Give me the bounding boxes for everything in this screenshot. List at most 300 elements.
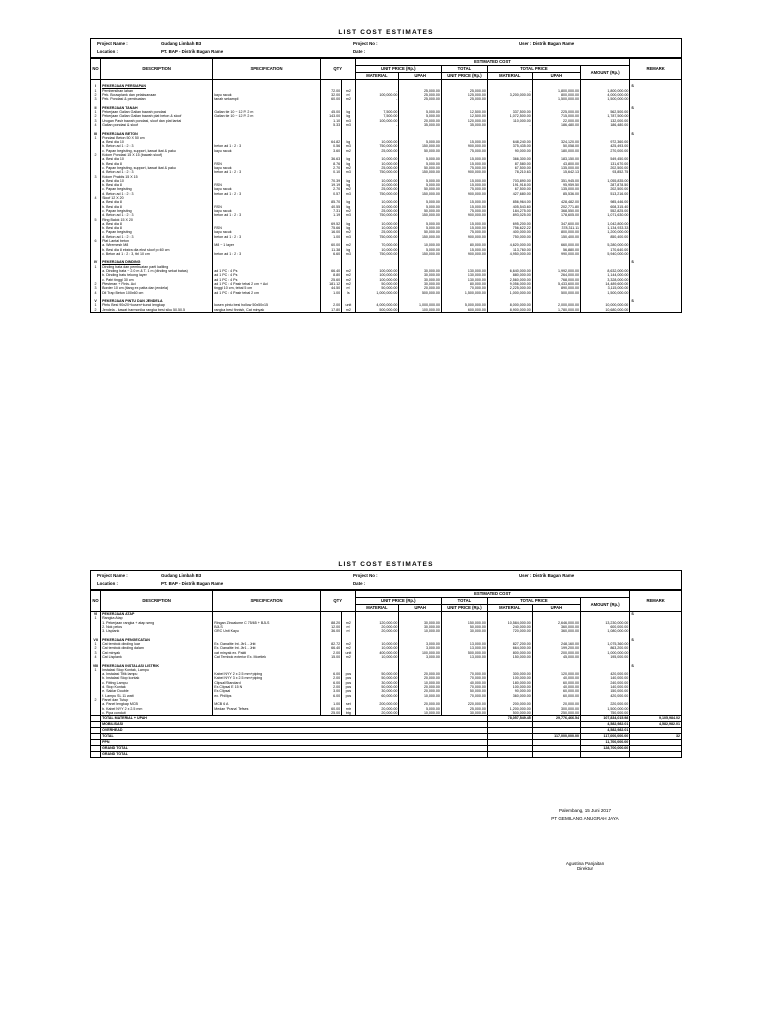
cell: 2.70 <box>320 187 341 191</box>
col-total-price: TOTAL PRICE <box>487 598 580 605</box>
cell: 600,000.00 <box>441 308 487 313</box>
cell: a. Besi dia 10 <box>101 179 213 183</box>
cell: 220,000.00 <box>580 702 629 706</box>
cell: 1. Pekerjaan rangka + atap seng <box>101 621 213 625</box>
cell: 100,000.00 <box>487 685 532 689</box>
cell: 20,000.00 <box>355 629 399 633</box>
cell: 3,000.00 <box>399 655 442 659</box>
cell: m2 <box>342 282 355 286</box>
cell: 2,560,000.00 <box>487 278 532 282</box>
cell: 1,780,000.00 <box>532 308 580 313</box>
cell: 8,632,000.00 <box>580 269 629 273</box>
cell: 608,315.40 <box>580 205 629 209</box>
estimate-page-2 <box>90 560 682 871</box>
col-specification: SPECIFICATION <box>213 591 321 612</box>
cell: m2 <box>342 243 355 247</box>
total-cell: TOTAL MATERIAL + UPAH <box>101 716 488 722</box>
col-total: TOTAL <box>441 598 487 605</box>
cell: 60.00 <box>320 97 341 101</box>
cell: 715,000.00 <box>532 114 580 118</box>
cell: 78,210.63 <box>487 170 532 174</box>
cell: 70,000.00 <box>441 286 487 290</box>
cell: 30,000.00 <box>355 689 399 693</box>
cell: 25,000.00 <box>355 230 399 234</box>
cell: 375,435.00 <box>487 144 532 148</box>
cell: 985,446.00 <box>580 200 629 204</box>
cell: b. Beton ad 1 : 2 : 3 <box>101 144 213 148</box>
cell: 70,000.00 <box>441 694 487 698</box>
cell: 552,825.00 <box>580 209 629 213</box>
cell: 3.60 <box>320 149 341 153</box>
cell: 368,550.00 <box>532 209 580 213</box>
cell: m3 <box>342 235 355 239</box>
cell: btg <box>342 711 355 716</box>
cell: e. Saklar Double <box>101 689 213 693</box>
cell: S <box>630 638 682 642</box>
cell: a. Panel lengkap MCB <box>101 702 213 706</box>
cell: 1,800,000.00 <box>580 89 629 93</box>
cell: 5,000.00 <box>399 179 442 183</box>
cell: 4,000,000.00 <box>355 303 399 307</box>
cell: 64.82 <box>320 140 341 144</box>
cell: pcs <box>342 694 355 698</box>
cell: 186,480.00 <box>580 123 629 127</box>
cell: kayu racuk <box>213 166 321 170</box>
cell: 6.00 <box>320 681 341 685</box>
signature-block <box>530 808 640 871</box>
cell: 427,680.00 <box>487 192 532 196</box>
cell: Pembersihan lahan <box>101 89 213 93</box>
cell: 10,000.00 <box>355 248 399 252</box>
cell: 130,000.00 <box>441 269 487 273</box>
cell: 1 <box>91 89 101 93</box>
cell: - <box>355 89 399 93</box>
cell: 1,500,000.00 <box>532 97 580 101</box>
col-material-total: MATERIAL <box>487 73 532 80</box>
cell: 20,000.00 <box>355 625 399 629</box>
cell: 1,992,000.00 <box>532 269 580 273</box>
cell: 3,000.00 <box>399 646 442 650</box>
cell: 40,000.00 <box>441 681 487 685</box>
total-cell <box>630 752 682 758</box>
cell: I <box>91 84 101 88</box>
cell: b. Besi dia 8 <box>101 183 213 187</box>
cell: m2 <box>342 278 355 282</box>
estimate-page-1 <box>90 28 682 313</box>
cell: 2.00 <box>320 676 341 680</box>
cell: 1.00 <box>320 291 341 295</box>
cell: 100,000.00 <box>355 119 399 123</box>
cell: - <box>487 97 532 101</box>
cell: 220,000.00 <box>441 702 487 706</box>
cell: 170,640.00 <box>580 248 629 252</box>
table-body-2 <box>91 612 682 758</box>
cell: 5,000.00 <box>399 226 442 230</box>
total-cell: PPN <box>101 740 488 746</box>
cell: 15.00 <box>320 655 341 659</box>
cell: a. Instalasi Titik lampu <box>101 672 213 676</box>
cell: 880,000.00 <box>487 273 532 277</box>
project-no-label: Project No : <box>353 573 378 578</box>
cell: 5,000.00 <box>399 222 442 226</box>
cell: 0.57 <box>320 192 341 196</box>
col-upah: UPAH <box>399 73 442 80</box>
total-cell: 29,776,466.54 <box>532 716 580 722</box>
cell: 184,275.00 <box>487 209 532 213</box>
cell: 80,000.00 <box>441 243 487 247</box>
cell: Galian pondasi & sloof <box>101 123 213 127</box>
cell: 2,000,000.00 <box>532 303 580 307</box>
total-cell: 117,000,000.00 <box>532 734 580 740</box>
cell: 66.40 <box>320 269 341 273</box>
cell: 4 <box>91 655 101 659</box>
cell: 36.63 <box>320 157 341 161</box>
cell: kayu racuk <box>213 149 321 153</box>
cell: 10,000.00 <box>399 243 442 247</box>
total-cell: 128,700,000.00 <box>580 746 629 752</box>
cell: 2 <box>91 153 101 157</box>
cell: kayu racuk <box>213 209 321 213</box>
cell: 150,000.00 <box>399 192 442 196</box>
cell: 25.60 <box>320 278 341 282</box>
cell: 75.66 <box>320 226 341 230</box>
cell: 140,000.00 <box>580 676 629 680</box>
cell: 130,000.00 <box>441 278 487 282</box>
cell: d. Stop Kontak <box>101 685 213 689</box>
col-description: DESCRIPTION <box>101 59 213 80</box>
cell: 15,000.00 <box>441 222 487 226</box>
total-cell: GRAND TOTAL <box>101 746 488 752</box>
cell: m3 <box>342 252 355 256</box>
cell: c. Papan begisting, support, kawat ikat & paku <box>101 166 213 170</box>
cell: IV <box>91 260 101 264</box>
cell: 100,000.00 <box>355 93 399 97</box>
cell: 7.31 <box>320 209 341 213</box>
cell: 827,200.00 <box>487 642 532 646</box>
cell: unit <box>342 651 355 655</box>
cell: VI <box>91 612 101 617</box>
cell: 900,000.00 <box>441 213 487 217</box>
cell: 1 <box>91 265 101 269</box>
user: Distrik Bagan Rame <box>532 41 575 46</box>
cell: 1,071,630.00 <box>580 213 629 217</box>
cell: 366,300.00 <box>487 157 532 161</box>
cell: 15,000.00 <box>441 205 487 209</box>
cell: 25,000.00 <box>355 187 399 191</box>
cell: b. Dinding batu tekong layer <box>101 273 213 277</box>
cell: 5,000.00 <box>399 162 442 166</box>
cell: kayu racuk <box>213 230 321 234</box>
cell: 13,000.00 <box>441 642 487 646</box>
cell: m' <box>342 286 355 290</box>
cell: M8 ~ 1 layer <box>213 243 321 247</box>
cell: 15,000.00 <box>441 200 487 204</box>
cell: 120,000.00 <box>441 119 487 123</box>
cell: a. Besi dia 8 <box>101 222 213 226</box>
cell: Plesteran + Finis. Aci <box>101 282 213 286</box>
cell: 250,000.00 <box>532 711 580 716</box>
col-estimated-cost: ESTIMATED COST <box>355 591 630 598</box>
cell: ad 1 PC : 4 Ps <box>213 273 321 277</box>
cell: 3,115,000.00 <box>580 286 629 290</box>
cell: 85.70 <box>320 200 341 204</box>
cell: kg <box>342 222 355 226</box>
cell: 4 <box>91 196 101 200</box>
cell: 6.60 <box>320 252 341 256</box>
cell: 750,000.00 <box>580 711 629 716</box>
cell: 93,852.75 <box>580 170 629 174</box>
cell: Dil Trap Beton 100x60 cm <box>101 291 213 295</box>
cell: 240,000.00 <box>487 625 532 629</box>
cell: 500,000.00 <box>441 651 487 655</box>
cell: ad 1 PC : 4 Ps <box>213 269 321 273</box>
cell: 890,000.00 <box>532 286 580 290</box>
cell: m2 <box>342 646 355 650</box>
cell: 15,000.00 <box>441 248 487 252</box>
cell: 150,000.00 <box>487 655 532 659</box>
cell: 5,000.00 <box>399 157 442 161</box>
cell: 67,500.00 <box>487 187 532 191</box>
project-name: Gudang Limbah B3 <box>161 41 202 46</box>
cell: tanah sekampil <box>213 97 321 101</box>
cell: 70.39 <box>320 179 341 183</box>
col-upah-total: UPAH <box>532 605 580 612</box>
cell: 25,000.00 <box>441 97 487 101</box>
cell: 25.00 <box>320 711 341 716</box>
cell: 25,000.00 <box>399 93 442 97</box>
cell: 400,000.00 <box>355 651 399 655</box>
cell: 1.19 <box>320 213 341 217</box>
cell: 40,000.00 <box>532 676 580 680</box>
cell: 10,000.00 <box>355 200 399 204</box>
cell: 856,964.00 <box>487 200 532 204</box>
cell: 1,500,000.00 <box>580 707 629 711</box>
col-estimated-cost: ESTIMATED COST <box>355 59 630 66</box>
cell: 2. Nok pelos <box>101 625 213 629</box>
cell: beton ad 1 : 2 : 3 <box>213 144 321 148</box>
cell: 100,000.00 <box>399 308 442 313</box>
cell: 660,000.00 <box>532 243 580 247</box>
cell: 1,500,000.00 <box>580 97 629 101</box>
cell: 36.00 <box>320 629 341 633</box>
cell: 150,400.00 <box>532 235 580 239</box>
cell: 125,000.00 <box>441 93 487 97</box>
cell: 287,878.50 <box>580 183 629 187</box>
cell: 30,000.00 <box>399 625 442 629</box>
cell: 45.00 <box>320 110 341 114</box>
cell: 30,000.00 <box>399 621 442 625</box>
cell: 9,056,000.00 <box>487 282 532 286</box>
cell: m2 <box>342 621 355 625</box>
col-total-price: TOTAL PRICE <box>487 66 580 73</box>
cell: 750,000.00 <box>355 252 399 256</box>
col-material: MATERIAL <box>355 605 399 612</box>
cell: 1.00 <box>320 702 341 706</box>
cell: 703,890.00 <box>487 179 532 183</box>
total-cell: 11,700,000.00 <box>580 740 629 746</box>
cell: 1,200,000.00 <box>487 707 532 711</box>
cell: Kabel NYY 3 x 2.5 mm+piping <box>213 676 321 680</box>
cell: 324,120.00 <box>532 140 580 144</box>
col-upah-total: UPAH <box>532 73 580 80</box>
cell: V <box>91 299 101 303</box>
cell: 135,000.00 <box>532 166 580 170</box>
page-title: LIST COST ESTIMATES <box>338 29 434 36</box>
cell: 30,000.00 <box>441 711 487 716</box>
cell: 1,072,500.00 <box>487 114 532 118</box>
cell: 130,000.00 <box>441 273 487 277</box>
cell: d. Beton ad 1 : 2 : 3 <box>101 170 213 174</box>
cell: 3 <box>91 97 101 101</box>
total-cell: 78,057,549.45 <box>487 716 532 722</box>
cell: 10,000.00 <box>399 681 442 685</box>
total-cell: 107,834,015.98 <box>580 716 629 722</box>
cell: ad 1 PC : 4 Pasir tebal 2 cm <box>213 291 321 295</box>
cell: Pondasi Beton 50 X 50 cm <box>101 136 213 140</box>
col-unit-price-rp: UNIT PRICE (Rp.) <box>441 605 487 612</box>
col-remark: REMARK <box>630 591 682 612</box>
cell: 400,000.00 <box>487 230 532 234</box>
project-name-label: Project Name : <box>97 41 128 46</box>
cell: kusen pintu besi hollow 50x50x15 <box>213 303 321 307</box>
cell: RSN <box>213 226 321 230</box>
total-cell <box>487 752 532 758</box>
cell: 50,000.00 <box>399 230 442 234</box>
cell: 140,000.00 <box>580 685 629 689</box>
cell: - <box>355 123 399 127</box>
cell: PEKERJAAN DINDING <box>101 260 213 264</box>
cell: RSN <box>213 183 321 187</box>
cell: 43,800.00 <box>532 162 580 166</box>
cell: 10,584,000.00 <box>487 621 532 625</box>
cell: kg <box>342 140 355 144</box>
col-upah: UPAH <box>399 605 442 612</box>
cell: S <box>630 612 682 617</box>
cell: 1 <box>91 642 101 646</box>
col-qty: QTY <box>320 591 355 612</box>
cell: 8,900,000.00 <box>487 308 532 313</box>
cell: 360,000.00 <box>532 629 580 633</box>
cell: 5,000.00 <box>399 707 442 711</box>
cell: cat minyak ex. Pakti <box>213 651 321 655</box>
cell: 30,000.00 <box>399 282 442 286</box>
cell: 150,000.00 <box>399 144 442 148</box>
total-cell: GRAND TOTAL <box>101 752 488 758</box>
cell: 12,500.00 <box>441 114 487 118</box>
cell: 10,680,000.00 <box>580 308 629 313</box>
cell: 50,000.00 <box>399 209 442 213</box>
cell: rangka besi finnish, Cat minyak <box>213 308 321 313</box>
cell: 3.00 <box>320 689 341 693</box>
cell: 300,000.00 <box>532 707 580 711</box>
cell: pcs <box>342 676 355 680</box>
total-cell: 4,582,982.01 <box>580 722 629 728</box>
cell: m3 <box>342 123 355 127</box>
cell: 513,216.00 <box>580 192 629 196</box>
cell: 1.00 <box>320 235 341 239</box>
user-label: User : <box>519 41 532 46</box>
cell: beton ad 1 : 2 : 3 <box>213 235 321 239</box>
cell: 180,000.00 <box>487 681 532 685</box>
estimate-table-1 <box>90 58 682 313</box>
cell: 10,000.00 <box>355 179 399 183</box>
cell: 4 <box>91 291 101 295</box>
cell: 88.20 <box>320 621 341 625</box>
cell: f. Lampu SL 11 watt <box>101 694 213 698</box>
cell: Ex.Clipsal <box>213 689 321 693</box>
cell: 7,500.00 <box>355 114 399 118</box>
cell: 1,055,835.00 <box>580 179 629 183</box>
cell: 11.38 <box>320 248 341 252</box>
cell: 60,000.00 <box>532 689 580 693</box>
cell: 87,580.00 <box>487 162 532 166</box>
cell: 750,000.00 <box>355 235 399 239</box>
cell: kg <box>342 248 355 252</box>
cell: pcs <box>342 672 355 676</box>
cell: 20,000.00 <box>399 702 442 706</box>
cell: Urugan Pasir bawah pondasi, sloof dan plat lantai <box>101 119 213 123</box>
cell: 75,000.00 <box>441 230 487 234</box>
cell: 900,000.00 <box>441 192 487 196</box>
cell: d. Beton ad 1 : 2 : 3 <box>101 192 213 196</box>
estimate-table-2 <box>90 590 682 758</box>
cell: PEKERJAAN BETON <box>101 132 213 136</box>
cell: 1,500,000.00 <box>580 291 629 295</box>
cell: 6.00 <box>320 672 341 676</box>
cell: 30,000.00 <box>399 273 442 277</box>
cell: 225,000.00 <box>532 110 580 114</box>
cell: 990,000.00 <box>532 252 580 256</box>
cell: c. Papan begisting <box>101 209 213 213</box>
cell: b. Besi dia 8 <box>101 205 213 209</box>
cell: 10,000.00 <box>355 646 399 650</box>
cell: 1,000,000.00 <box>580 651 629 655</box>
cell: Cat tembok dinding luar <box>101 642 213 646</box>
cell: 20,000.00 <box>355 707 399 711</box>
cell: 14,489,600.00 <box>580 282 629 286</box>
cell: 240,000.00 <box>580 681 629 685</box>
cell: 1,042,800.00 <box>580 222 629 226</box>
cell: 13,000.00 <box>441 646 487 650</box>
cell: 10,000.00 <box>355 205 399 209</box>
cell: m3 <box>342 213 355 217</box>
cell: 30,000.00 <box>399 269 442 273</box>
cell: ad 1 PC : 4 Ps <box>213 278 321 282</box>
cell: RSN <box>213 205 321 209</box>
cell: 50,000.00 <box>355 685 399 689</box>
cell: m3 <box>342 119 355 123</box>
cell: 893,025.00 <box>487 213 532 217</box>
cell: 70,000.00 <box>355 243 399 247</box>
cell: PEKERJAAN INSTALASI LISTRIK <box>101 664 213 668</box>
cell: 1 <box>91 303 101 307</box>
cell: 6.00 <box>320 694 341 698</box>
total-cell: OVERHEAD <box>101 728 488 734</box>
cell: Rangka Atap <box>101 616 213 620</box>
cell: 863,200.00 <box>580 646 629 650</box>
cell: 200,000.00 <box>355 702 399 706</box>
cell: 1,000,000.00 <box>487 291 532 295</box>
cell: 720,000.00 <box>487 629 532 633</box>
cell: 15,000.00 <box>441 183 487 187</box>
cell: 1,000,000.00 <box>355 291 399 295</box>
cell: 3 <box>91 651 101 655</box>
cell: 75,000.00 <box>441 166 487 170</box>
cell: 3 <box>91 286 101 290</box>
cell: 750,000.00 <box>487 235 532 239</box>
cell: 2,225,000.00 <box>487 286 532 290</box>
cell: 100,000.00 <box>399 651 442 655</box>
